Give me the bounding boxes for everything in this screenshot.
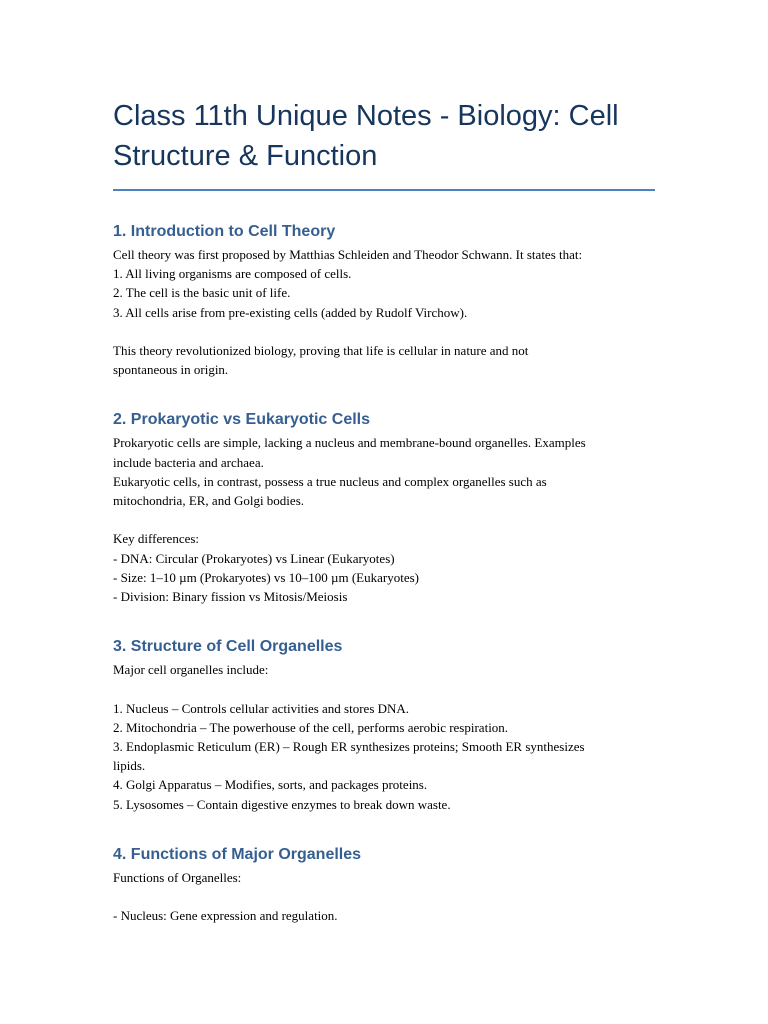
paragraph-line: include bacteria and archaea. — [113, 454, 264, 470]
list-item: 1. All living organisms are composed of cells. — [113, 266, 352, 282]
document-title — [113, 0, 655, 176]
section-heading: 2. Prokaryotic vs Eukaryotic Cells — [113, 411, 371, 429]
section-body — [113, 660, 655, 814]
paragraph-line: Key differences: — [113, 531, 200, 547]
list-item: - Size: 1–10 µm (Prokaryotes) vs 10–100 µm (Eukaryotes) — [113, 569, 419, 585]
paragraph-line: Prokaryotic cells are simple, lacking a nucleus and membrane-bound organelles. Examples — [113, 435, 586, 451]
section-body — [113, 868, 655, 926]
list-item: 2. The cell is the basic unit of life. — [113, 285, 291, 301]
list-item: 4. Golgi Apparatus – Modifies, sorts, and packages proteins. — [113, 777, 428, 793]
list-item: - DNA: Circular (Prokaryotes) vs Linear (Eukaryotes) — [113, 550, 395, 566]
section-body — [113, 433, 655, 606]
list-item: 2. Mitochondria – The powerhouse of the cell, performs aerobic respiration. — [113, 719, 509, 735]
paragraph-line: Major cell organelles include: — [113, 662, 269, 678]
list-item: 5. Lysosomes – Contain digestive enzymes to break down waste. — [113, 796, 451, 812]
document-title-line-2: Structure & Function — [113, 140, 378, 172]
list-item: lipids. — [113, 758, 146, 774]
title-underline — [113, 189, 655, 191]
paragraph-line: Cell theory was first proposed by Matthias Schleiden and Theodor Schwann. It states that: — [113, 247, 583, 262]
blank-line — [113, 322, 655, 341]
list-item: - Division: Binary fission vs Mitosis/Meiosis — [113, 589, 348, 605]
section-heading: 1. Introduction to Cell Theory — [113, 223, 336, 240]
paragraph-line: spontaneous in origin. — [113, 362, 229, 378]
blank-line — [113, 510, 655, 529]
section-body — [113, 245, 655, 379]
section-cell-theory — [113, 221, 655, 379]
list-item: 3. Endoplasmic Reticulum (ER) – Rough ER synthesizes proteins; Smooth ER synthesizes — [113, 739, 585, 755]
list-item: 3. All cells arise from pre-existing cells (added by Rudolf Virchow). — [113, 304, 468, 320]
section-prokaryotic-vs-eukaryotic — [113, 409, 655, 606]
section-heading: 4. Functions of Major Organelles — [113, 845, 362, 863]
blank-line — [113, 679, 655, 698]
paragraph-line: This theory revolutionized biology, proving that life is cellular in nature and not — [113, 343, 529, 358]
document-title-line-1: Class 11th Unique Notes - Biology: Cell — [113, 100, 619, 132]
section-cell-organelles — [113, 636, 655, 814]
paragraph-line: Functions of Organelles: — [113, 869, 242, 885]
blank-line — [113, 887, 655, 906]
list-item: - Nucleus: Gene expression and regulation. — [113, 908, 338, 924]
section-heading: 3. Structure of Cell Organelles — [113, 638, 343, 656]
paragraph-line: Eukaryotic cells, in contrast, possess a true nucleus and complex organelles such as — [113, 473, 547, 489]
paragraph-line: mitochondria, ER, and Golgi bodies. — [113, 493, 305, 509]
section-organelle-functions — [113, 844, 655, 926]
list-item: 1. Nucleus – Controls cellular activities and stores DNA. — [113, 700, 410, 716]
